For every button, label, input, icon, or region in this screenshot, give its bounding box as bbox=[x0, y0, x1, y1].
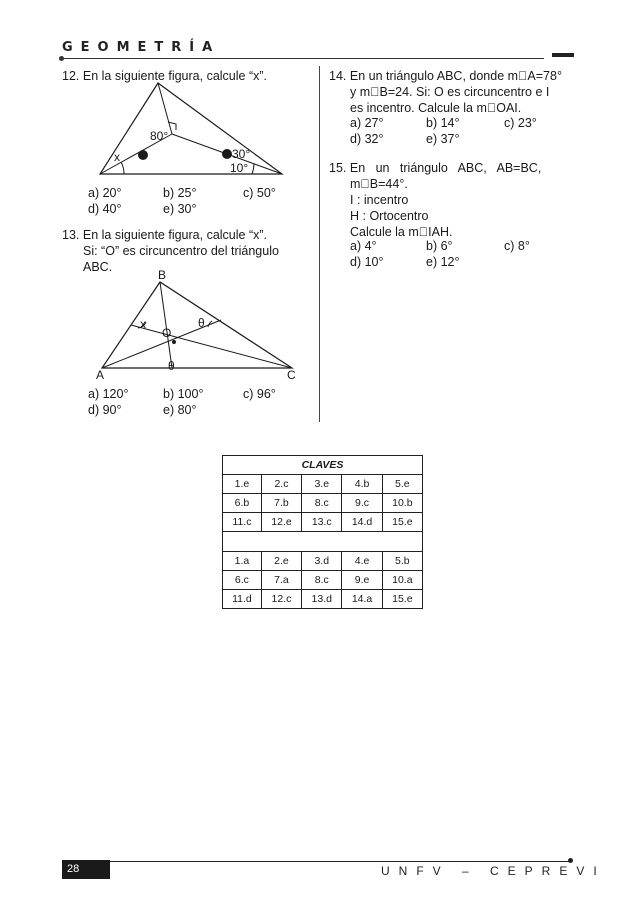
q12-option-a: a) 20° bbox=[88, 186, 122, 200]
claves-title: CLAVES bbox=[223, 456, 423, 475]
q14-option-c: c) 23° bbox=[504, 116, 537, 130]
q12-label-30: 30° bbox=[232, 147, 251, 161]
column-divider bbox=[319, 66, 320, 422]
table-cell: 7.a bbox=[261, 571, 301, 590]
q15-option-b: b) 6° bbox=[426, 239, 453, 253]
q15-line5: Calcule la m IAH. bbox=[350, 225, 453, 239]
q13-number: 13. bbox=[62, 228, 80, 242]
table-cell: 10.b bbox=[382, 494, 422, 513]
q14-line1: En un triángulo ABC, donde m A=78° bbox=[349, 69, 562, 83]
table-cell: 12.e bbox=[261, 513, 301, 532]
table-cell: 5.b bbox=[382, 552, 422, 571]
q13-vertex-c: C bbox=[287, 368, 296, 382]
q12-triangle bbox=[100, 83, 282, 174]
table-cell: 2.c bbox=[261, 475, 301, 494]
question-14 bbox=[329, 68, 579, 116]
q13-point-o bbox=[172, 340, 176, 344]
q15-option-c: c) 8° bbox=[504, 239, 530, 253]
q13-vertex-b: B bbox=[158, 268, 167, 282]
footer-institution: UNFV – CEPREVI bbox=[381, 864, 606, 878]
table-cell: 11.c bbox=[223, 513, 262, 532]
table-cell: 3.e bbox=[302, 475, 342, 494]
q14-option-e: e) 37° bbox=[426, 132, 460, 146]
q12-option-c: c) 50° bbox=[243, 186, 276, 200]
q13-vertex-a: A bbox=[96, 368, 105, 382]
q13-line-b bbox=[160, 282, 172, 368]
table-cell: 13.c bbox=[302, 513, 342, 532]
q12-option-d: d) 40° bbox=[88, 202, 122, 216]
claves-separator bbox=[223, 532, 423, 552]
q13-option-e: e) 80° bbox=[163, 403, 197, 417]
table-cell: 7.b bbox=[261, 494, 301, 513]
q12-label-10: 10° bbox=[230, 161, 249, 175]
table-cell: 14.d bbox=[342, 513, 382, 532]
q14-option-b: b) 14° bbox=[426, 116, 460, 130]
page-number: 28 bbox=[62, 860, 110, 879]
q14-line2: y m B=24. Si: O es circuncentro e I bbox=[350, 85, 550, 99]
header-bar bbox=[552, 53, 574, 57]
q12-angle-arc-x bbox=[121, 162, 124, 174]
q12-point-right bbox=[222, 149, 232, 159]
q14-option-a: a) 27° bbox=[350, 116, 384, 130]
footer-rule bbox=[110, 861, 572, 862]
q12-label-x: x bbox=[114, 150, 120, 164]
table-cell: 1.a bbox=[223, 552, 262, 571]
q13-triangle bbox=[102, 282, 292, 368]
table-cell: 1.e bbox=[223, 475, 262, 494]
q13-figure bbox=[90, 265, 310, 385]
table-cell: 12.c bbox=[261, 590, 301, 609]
q12-number: 12. bbox=[62, 69, 80, 83]
q13-option-c: c) 96° bbox=[243, 387, 276, 401]
q12-option-e: e) 30° bbox=[163, 202, 197, 216]
q13-label-theta-1: θ bbox=[198, 316, 205, 330]
table-row bbox=[223, 590, 423, 609]
table-cell: 15.e bbox=[382, 513, 422, 532]
claves-table bbox=[222, 455, 423, 609]
table-row bbox=[223, 513, 423, 532]
q12-cevian-left bbox=[158, 83, 172, 134]
q15-line4: H : Ortocentro bbox=[350, 209, 429, 223]
table-cell: 6.c bbox=[223, 571, 262, 590]
table-cell: 13.d bbox=[302, 590, 342, 609]
q14-option-d: d) 32° bbox=[350, 132, 384, 146]
q15-option-a: a) 4° bbox=[350, 239, 377, 253]
table-row bbox=[223, 552, 423, 571]
table-row bbox=[223, 475, 423, 494]
footer-dot bbox=[568, 858, 573, 863]
q13-line2: Si: “O” es circuncentro del triángulo bbox=[83, 244, 279, 258]
table-row bbox=[223, 571, 423, 590]
table-cell: 11.d bbox=[223, 590, 262, 609]
question-15 bbox=[329, 160, 579, 240]
table-cell: 5.e bbox=[382, 475, 422, 494]
table-row bbox=[223, 494, 423, 513]
table-cell: 6.b bbox=[223, 494, 262, 513]
q13-option-a: a) 120° bbox=[88, 387, 129, 401]
header-rule bbox=[62, 58, 544, 59]
q12-text: En la siguiente figura, calcule “x”. bbox=[82, 69, 267, 83]
q15-line2: m B=44°. bbox=[350, 177, 408, 191]
q15-number: 15. bbox=[329, 161, 347, 175]
page-header-title: GEOMETRÍA bbox=[62, 40, 221, 55]
table-cell: 14.a bbox=[342, 590, 382, 609]
table-cell: 9.e bbox=[342, 571, 382, 590]
table-cell: 8.c bbox=[302, 571, 342, 590]
q12-angle-arc-10 bbox=[252, 164, 254, 174]
table-cell: 15.e bbox=[382, 590, 422, 609]
q12-figure bbox=[90, 78, 290, 182]
q15-option-d: d) 10° bbox=[350, 255, 384, 269]
q13-label-o: O bbox=[162, 326, 172, 340]
q14-number: 14. bbox=[329, 69, 347, 83]
q13-option-d: d) 90° bbox=[88, 403, 122, 417]
table-cell: 10.a bbox=[382, 571, 422, 590]
table-cell: 9.c bbox=[342, 494, 382, 513]
q12-label-80: 80° bbox=[150, 129, 169, 143]
q13-label-x: x bbox=[140, 317, 146, 331]
q12-point-left bbox=[138, 150, 148, 160]
table-cell: 3.d bbox=[302, 552, 342, 571]
q15-line3: I : incentro bbox=[350, 193, 409, 207]
q15-option-e: e) 12° bbox=[426, 255, 460, 269]
table-cell: 8.c bbox=[302, 494, 342, 513]
table-cell: 2.e bbox=[261, 552, 301, 571]
q13-label-theta-2: θ bbox=[168, 359, 175, 373]
q12-option-b: b) 25° bbox=[163, 186, 197, 200]
table-cell: 4.e bbox=[342, 552, 382, 571]
q15-line1: En un triángulo ABC, AB=BC, bbox=[349, 161, 542, 175]
table-cell: 4.b bbox=[342, 475, 382, 494]
q13-line1: En la siguiente figura, calcule “x”. bbox=[82, 228, 267, 242]
q14-line3: es incentro. Calcule la m OAI. bbox=[350, 101, 522, 115]
q13-line3: ABC. bbox=[83, 260, 113, 274]
q13-option-b: b) 100° bbox=[163, 387, 204, 401]
